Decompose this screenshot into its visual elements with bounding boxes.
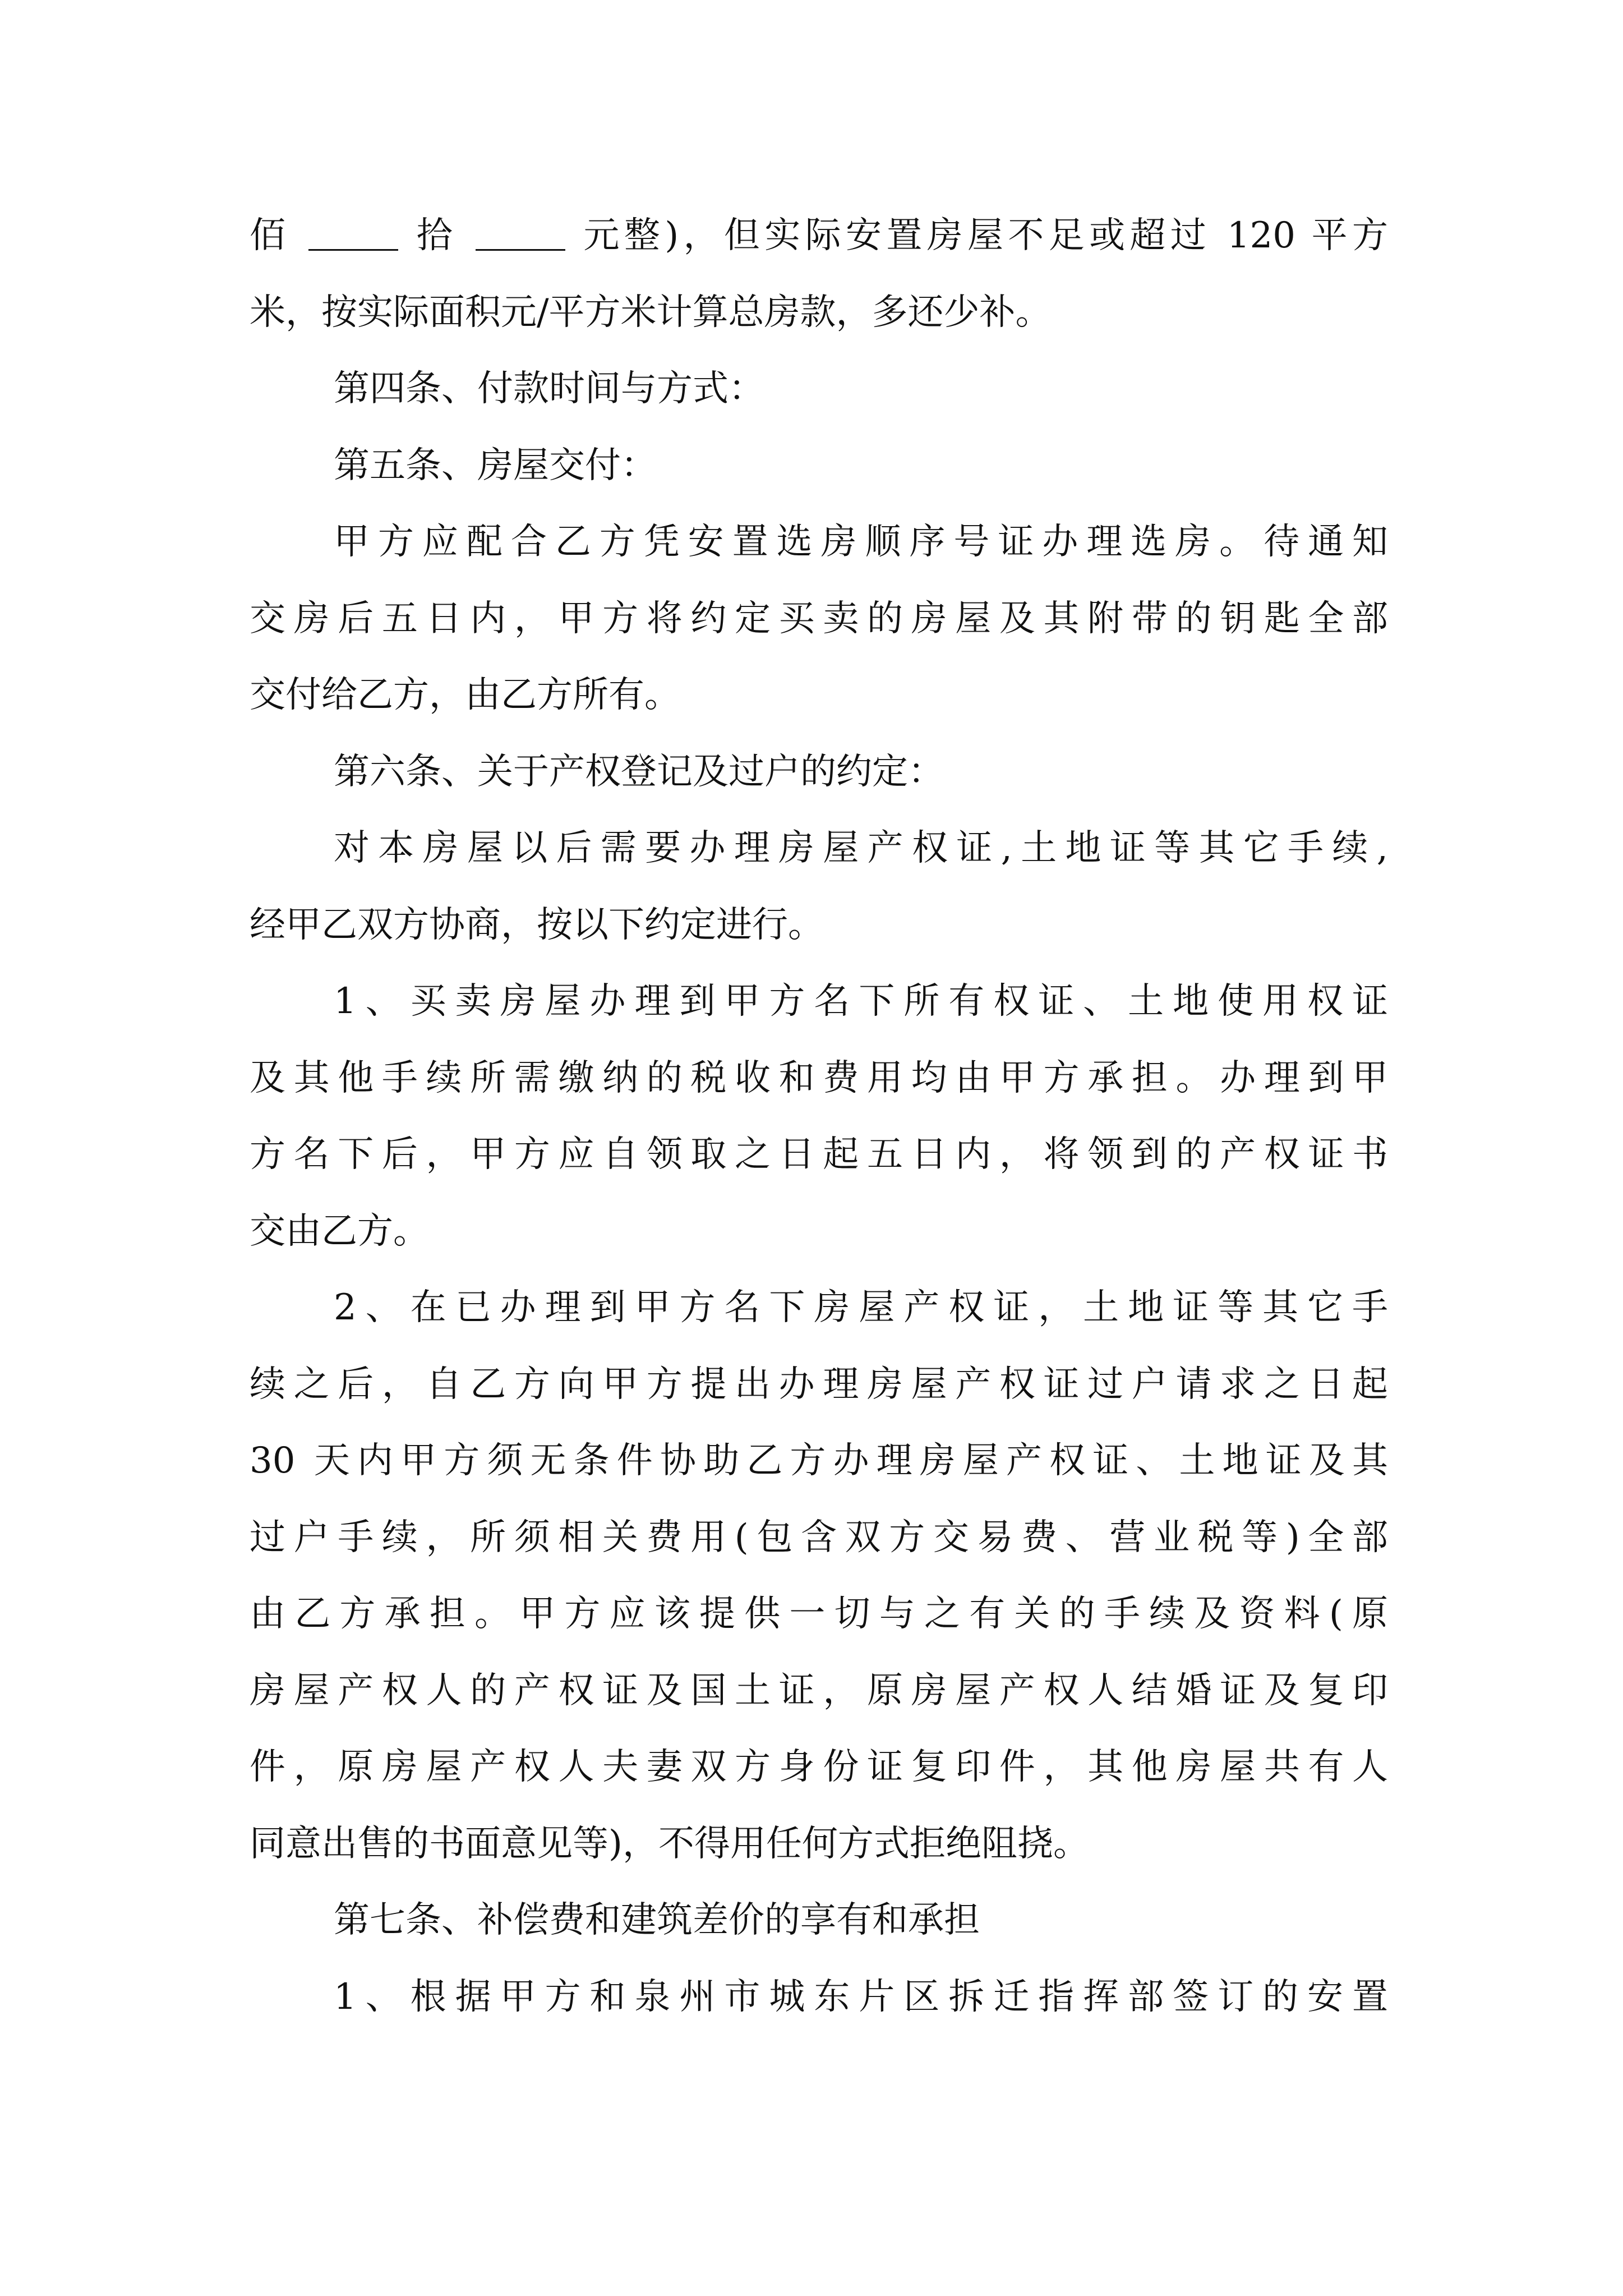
text-line: 30 天内甲方须无条件协助乙方办理房屋产权证、土地证及其 <box>250 1440 1388 1481</box>
text-line: 房屋产权人的产权证及国土证，原房屋产权人结婚证及复印 <box>250 1669 1388 1711</box>
text-line: 及其他手续所需缴纳的税收和费用均由甲方承担。办理到甲 <box>250 1057 1388 1099</box>
text-line: 1、根据甲方和泉州市城东片区拆迁指挥部签订的安置 <box>334 1976 1388 2018</box>
text-line: 由乙方承担。甲方应该提供一切与之有关的手续及资料(原 <box>250 1593 1388 1635</box>
text-line: 甲方应配合乙方凭安置选房顺序号证办理选房。待通知 <box>334 521 1388 563</box>
text-line: 方名下后，甲方应自领取之日起五日内，将领到的产权证书 <box>250 1134 1388 1175</box>
text-fragment: 元整)，但实际安置房屋不足或超过 120 平方 <box>583 215 1389 256</box>
article-heading: 第四条、付款时间与方式： <box>334 368 764 409</box>
text-line: 1、买卖房屋办理到甲方名下所有权证、土地使用权证 <box>334 981 1388 1022</box>
text-line: 件，原房屋产权人夫妻双方身份证复印件，其他房屋共有人 <box>250 1746 1388 1788</box>
text-line: 过户手续，所须相关费用(包含双方交易费、营业税等)全部 <box>250 1516 1388 1558</box>
text-line: 交付给乙方，由乙方所有。 <box>250 674 680 716</box>
text-line: 对本房屋以后需要办理房屋产权证,土地证等其它手续, <box>334 827 1388 869</box>
text-fragment: 拾 <box>416 215 458 256</box>
document-body <box>250 197 1388 2035</box>
text-line <box>250 197 1388 274</box>
article-heading: 第七条、补偿费和建筑差价的享有和承担 <box>334 1899 980 1941</box>
text-line: 米，按实际面积元/平方米计算总房款，多还少补。 <box>250 291 1052 333</box>
article-heading: 第六条、关于产权登记及过户的约定： <box>334 751 944 793</box>
text-line: 交房后五日内，甲方将约定买卖的房屋及其附带的钥匙全部 <box>250 597 1388 639</box>
fill-in-blank <box>476 210 565 251</box>
article-heading: 第五条、房屋交付： <box>334 444 657 486</box>
text-line: 2、在已办理到甲方名下房屋产权证，土地证等其它手 <box>334 1287 1388 1328</box>
text-line: 经甲乙双方协商，按以下约定进行。 <box>250 904 824 946</box>
fill-in-blank <box>308 210 398 251</box>
text-line: 交由乙方。 <box>250 1210 429 1252</box>
text-line: 续之后，自乙方向甲方提出办理房屋产权证过户请求之日起 <box>250 1363 1388 1405</box>
text-line: 同意出售的书面意见等)，不得用任何方式拒绝阻挠。 <box>250 1823 1089 1865</box>
text-fragment: 佰 <box>250 215 291 256</box>
